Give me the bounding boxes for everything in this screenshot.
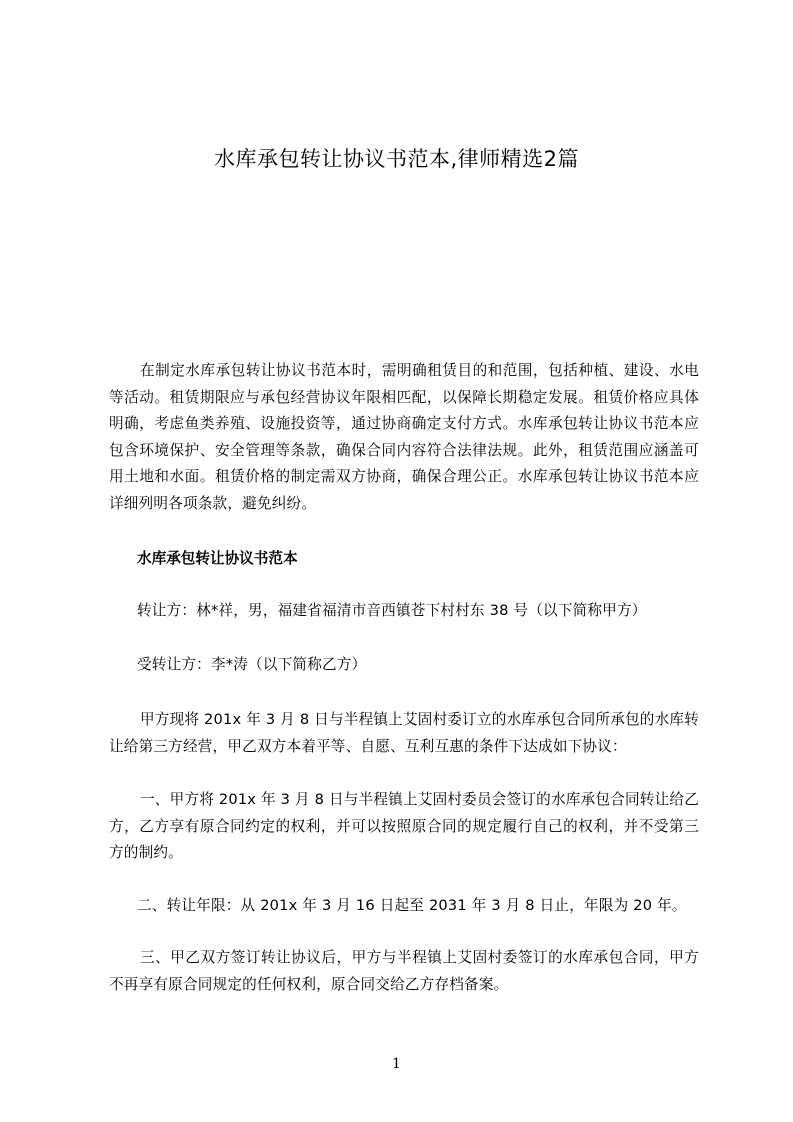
article-1-paragraph: 一、甲方将 201x 年 3 月 8 日与半程镇上艾固村委员会签订的水库承包合同转让给乙方，乙方享有原合同约定的权利，并可以按照原合同的规定履行自己的权利，并不受第三方的制约。 xyxy=(109,791,699,861)
article-2-paragraph: 二、转让年限：从 201x 年 3 月 16 日起至 2031 年 3 月 8 日止，年限为 20 年。 xyxy=(137,897,687,914)
party-a-paragraph: 转让方：林*祥，男，福建省福清市音西镇苍下村村东 38 号（以下简称甲方） xyxy=(137,602,647,619)
party-b-paragraph: 受转让方：李*涛（以下简称乙方） xyxy=(137,656,367,673)
page-number: 1 xyxy=(392,1056,401,1072)
preamble-paragraph: 甲方现将 201x 年 3 月 8 日与半程镇上艾固村委订立的水库承包合同所承包的水库转让给第三方经营，甲乙双方本着平等、自愿、互利互惠的条件下达成如下协议： xyxy=(109,711,699,755)
document-title: 水库承包转让协议书范本,律师精选2篇 xyxy=(213,147,580,171)
intro-paragraph: 在制定水库承包转让协议书范本时，需明确租赁目的和范围，包括种植、建设、水电等活动。租赁期限应与承包经营协议年限相匹配，以保障长期稳定发展。租赁价格应具体明确，考虑鱼类养殖、设施投资等，通过协商确定支付方式。水库承包转让协议书范本应包含环境保护、安全管理等条款，确保合同内容符合法律法规。此外，租赁范围应涵盖可用土地和水面。租赁价格的制定需双方协商，确保合理公正。水库承包转让协议书范本应详细列明各项条款，避免纠纷。 xyxy=(109,362,699,512)
article-3-paragraph: 三、甲乙双方签订转让协议后，甲方与半程镇上艾固村委签订的水库承包合同，甲方不再享有原合同规定的任何权利，原合同交给乙方存档备案。 xyxy=(109,949,699,993)
section-heading: 水库承包转让协议书范本 xyxy=(137,550,298,567)
